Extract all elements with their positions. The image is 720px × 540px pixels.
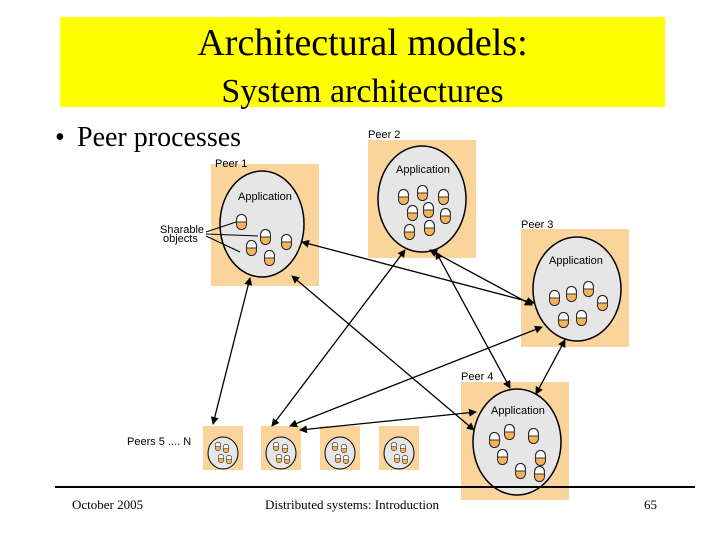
link-2-3 bbox=[430, 250, 532, 305]
bullet-text: Peer processes bbox=[77, 122, 242, 153]
peer3-app-label: Application bbox=[549, 255, 603, 267]
link-1-N bbox=[213, 278, 250, 424]
slide-subtitle: System architectures bbox=[221, 73, 504, 110]
page-number: 65 bbox=[644, 497, 657, 512]
peerN-process-2 bbox=[266, 437, 296, 469]
footer-title: Distributed systems: Introduction bbox=[265, 497, 440, 512]
peers-n-label: Peers 5 .... N bbox=[127, 436, 192, 448]
peerN-process-3 bbox=[325, 437, 355, 469]
peerN-objects bbox=[215, 442, 408, 464]
footer-date: October 2005 bbox=[72, 497, 144, 512]
sharable-label-line1: Sharable bbox=[160, 224, 205, 236]
peer2-app-label: Application bbox=[396, 164, 450, 176]
peer1-app-label: Application bbox=[238, 191, 292, 203]
slide-title: Architectural models: bbox=[197, 22, 528, 64]
peer4-app-label: Application bbox=[491, 405, 545, 417]
sharable-label-line2: objects bbox=[163, 233, 198, 245]
peerN-process-4 bbox=[384, 437, 414, 469]
peerN-process-1 bbox=[208, 437, 238, 469]
peer2-label: Peer 2 bbox=[368, 129, 401, 141]
bullet-dot-icon: • bbox=[55, 122, 65, 153]
footer-divider bbox=[55, 486, 695, 488]
link-2-4 bbox=[436, 252, 510, 388]
link-1-4 bbox=[292, 276, 474, 430]
peer1-label: Peer 1 bbox=[215, 158, 248, 170]
peer3-process bbox=[533, 237, 621, 341]
peer4-label: Peer 4 bbox=[461, 371, 494, 383]
peer3-label: Peer 3 bbox=[521, 219, 554, 231]
peer1-process bbox=[220, 171, 304, 277]
